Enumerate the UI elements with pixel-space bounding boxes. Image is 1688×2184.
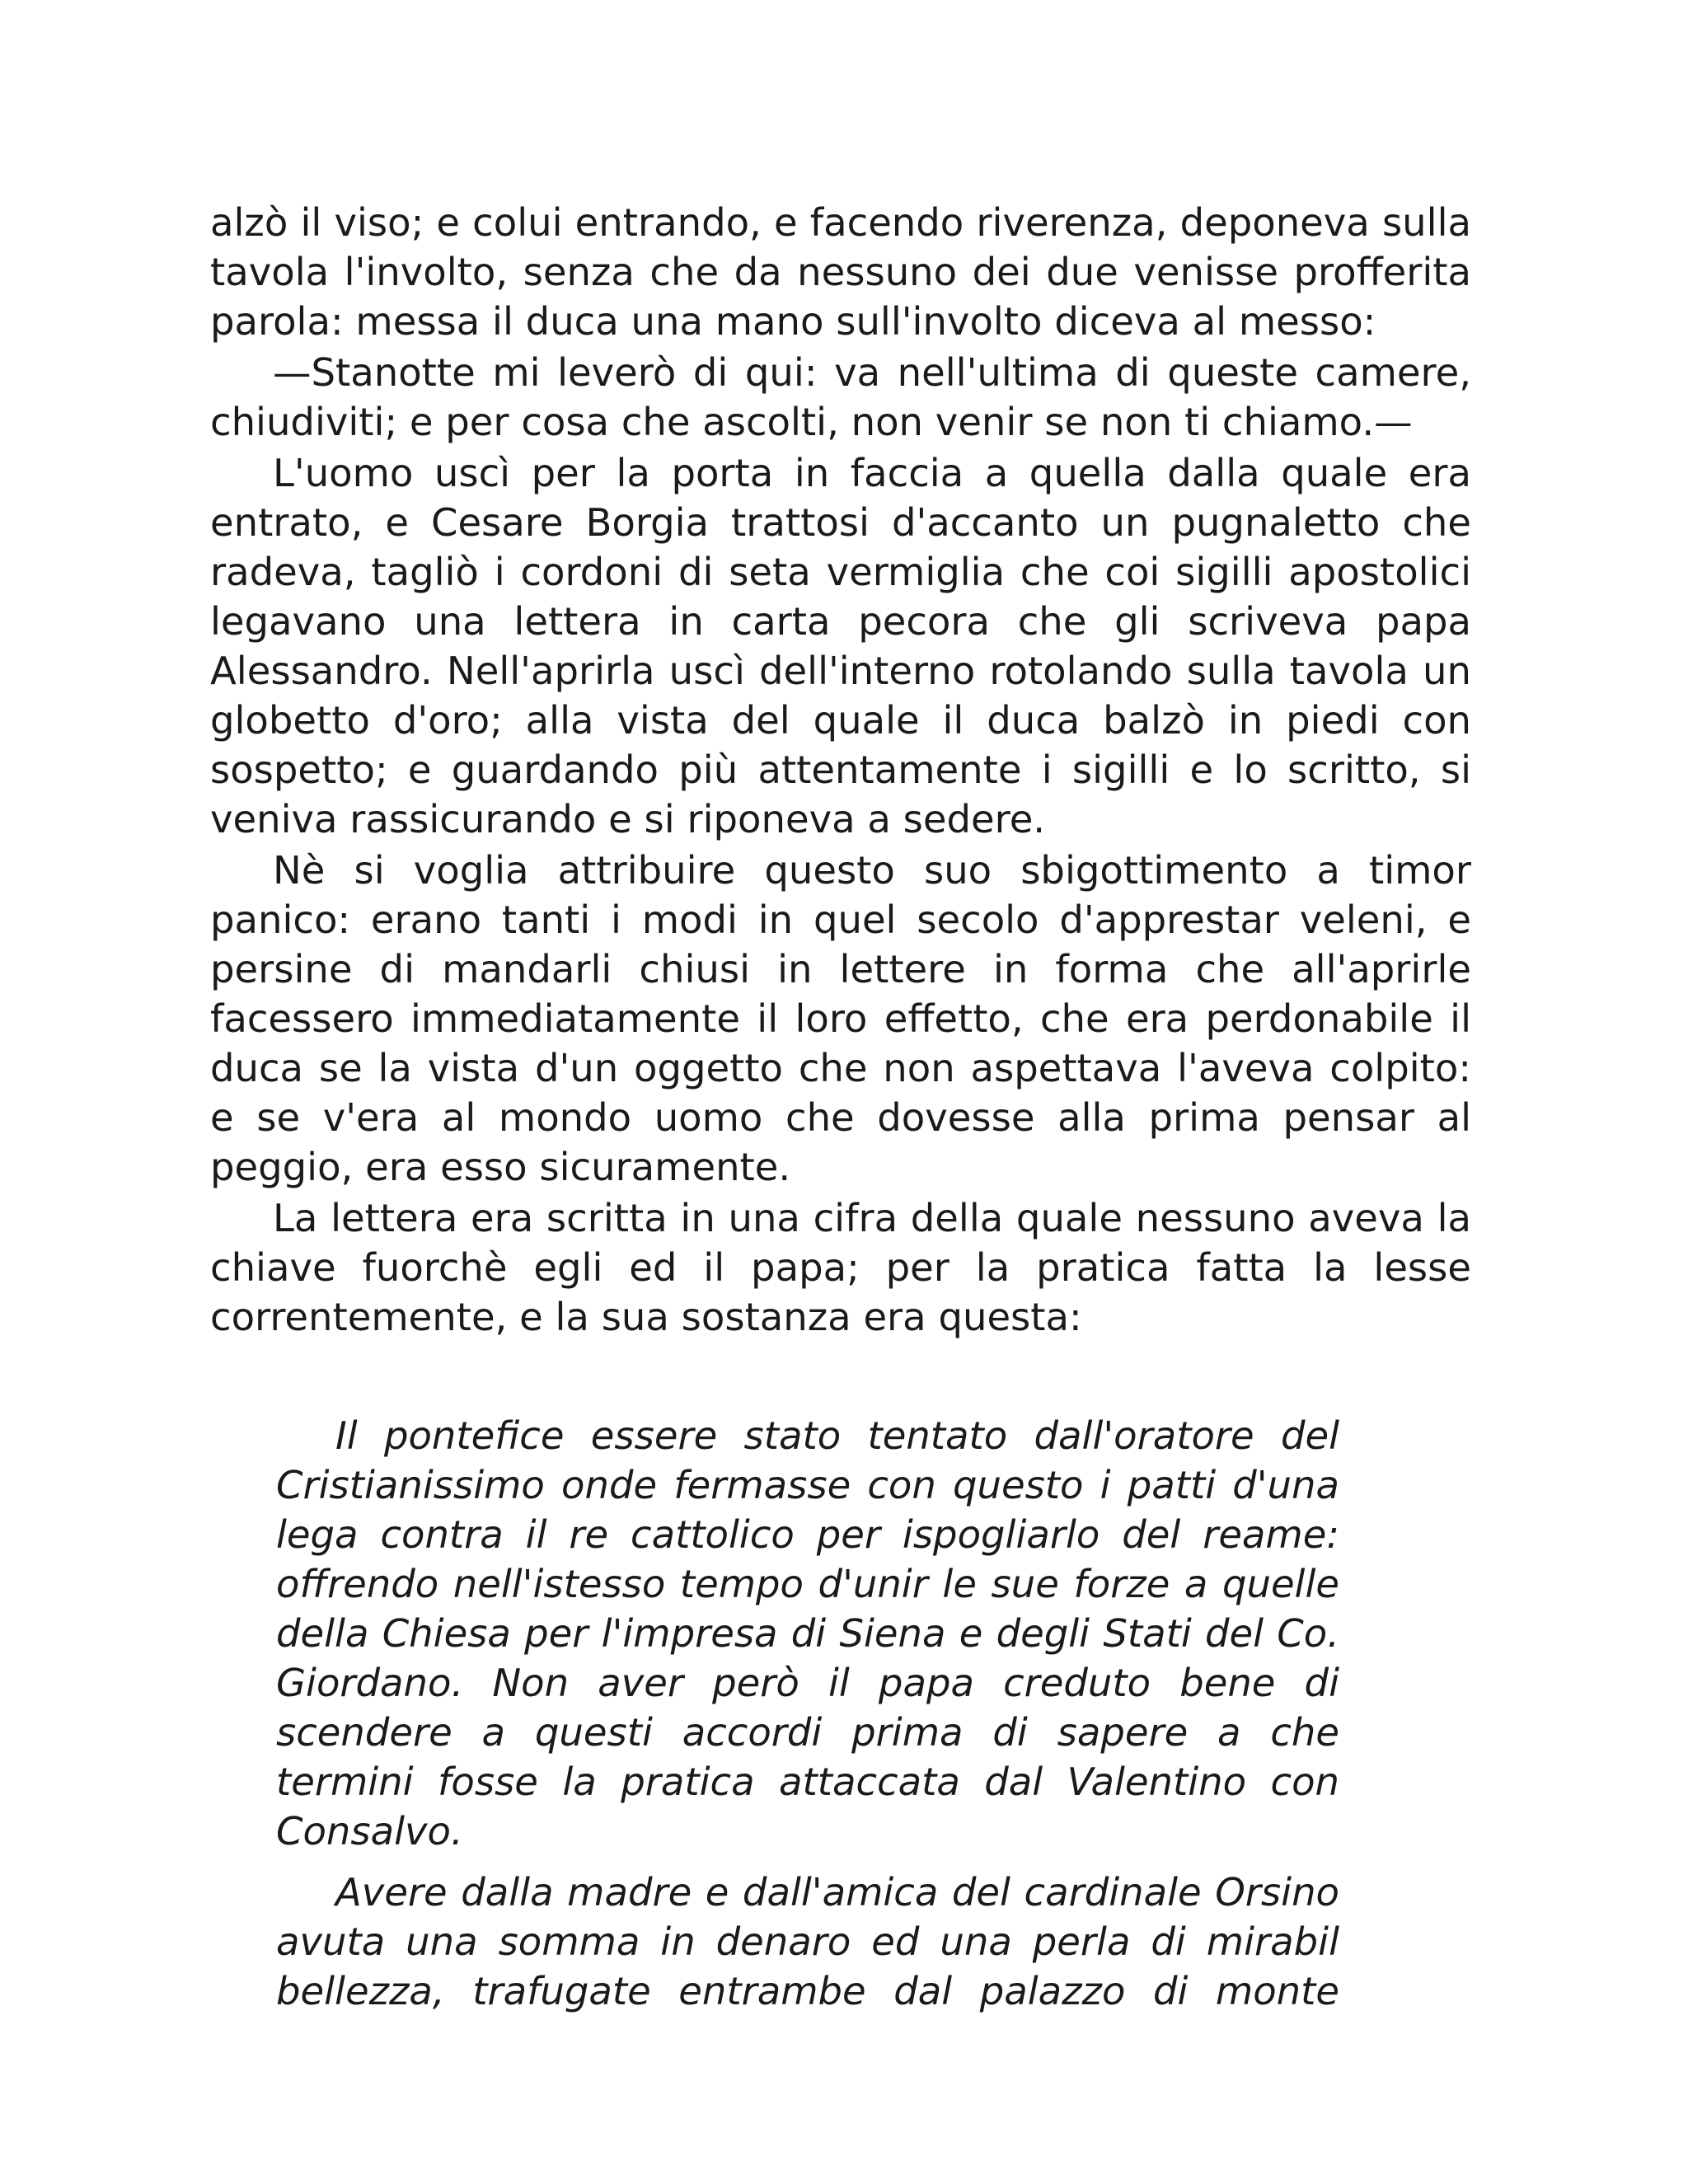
body-text <box>210 198 1471 1343</box>
paragraph-dialogue: —Stanotte mi leverò di qui: va nell'ultima di queste camere, chiudiviti; e per cosa che ascolti, non venir se non ti chiamo.— <box>210 350 1471 444</box>
paragraph-continued: alzò il viso; e colui entrando, e facendo riverenza, deponeva sulla tavola l'involto, senza che da nessuno dei due venisse profferita parola: messa il duca una mano sull'involto diceva al messo: <box>210 200 1471 344</box>
paragraph: Nè si voglia attribuire questo suo sbigottimento a timor panico: erano tanti i modi in quel secolo d'apprestar veleni, e persine di mandarli chiusi in lettere in forma che all'aprirle facessero immediatamente il loro effetto, che era perdonabile il duca se la vista d'un oggetto che non aspettava l'aveva colpito: e se v'era al mondo uomo che dovesse alla prima pensar al peggio, era esso sicuramente. <box>210 848 1471 1189</box>
quote-paragraph: Il pontefice essere stato tentato dall'oratore del Cristianissimo onde fermasse con questo i patti d'una lega contra il re cattolico per ispogliarlo del reame: offrendo nell'istesso tempo d'unir le sue forze a quelle della Chiesa per l'impresa di Siena e degli Stati del Co. Giordano. Non aver però il papa creduto bene di scendere a questi accordi prima di sapere a che termini fosse la pratica attaccata dal Valentino con Consalvo. <box>276 1413 1339 1854</box>
paragraph: L'uomo uscì per la porta in faccia a quella dalla quale era entrato, e Cesare Borgia trattosi d'accanto un pugnaletto che radeva, tagliò i cordoni di seta vermiglia che coi sigilli apostolici legavano una lettera in carta pecora che gli scriveva papa Alessandro. Nell'aprirla uscì dell'interno rotolando sulla tavola un globetto d'oro; alla vista del quale il duca balzò in piedi con sospetto; e guardando più attentamente i sigilli e lo scritto, si veniva rassicurando e si riponeva a sedere. <box>210 451 1471 841</box>
paragraph: La lettera era scritta in una cifra della quale nessuno aveva la chiave fuorchè egli ed il papa; per la pratica fatta la lesse correntemente, e la sua sostanza era questa: <box>210 1196 1471 1339</box>
quote-paragraph: Avere dalla madre e dall'amica del cardinale Orsino avuta una somma in denaro ed una perla di mirabil bellezza, trafugate entrambe dal palazzo di monte <box>276 1870 1339 2013</box>
letter-quote <box>276 1411 1339 2027</box>
